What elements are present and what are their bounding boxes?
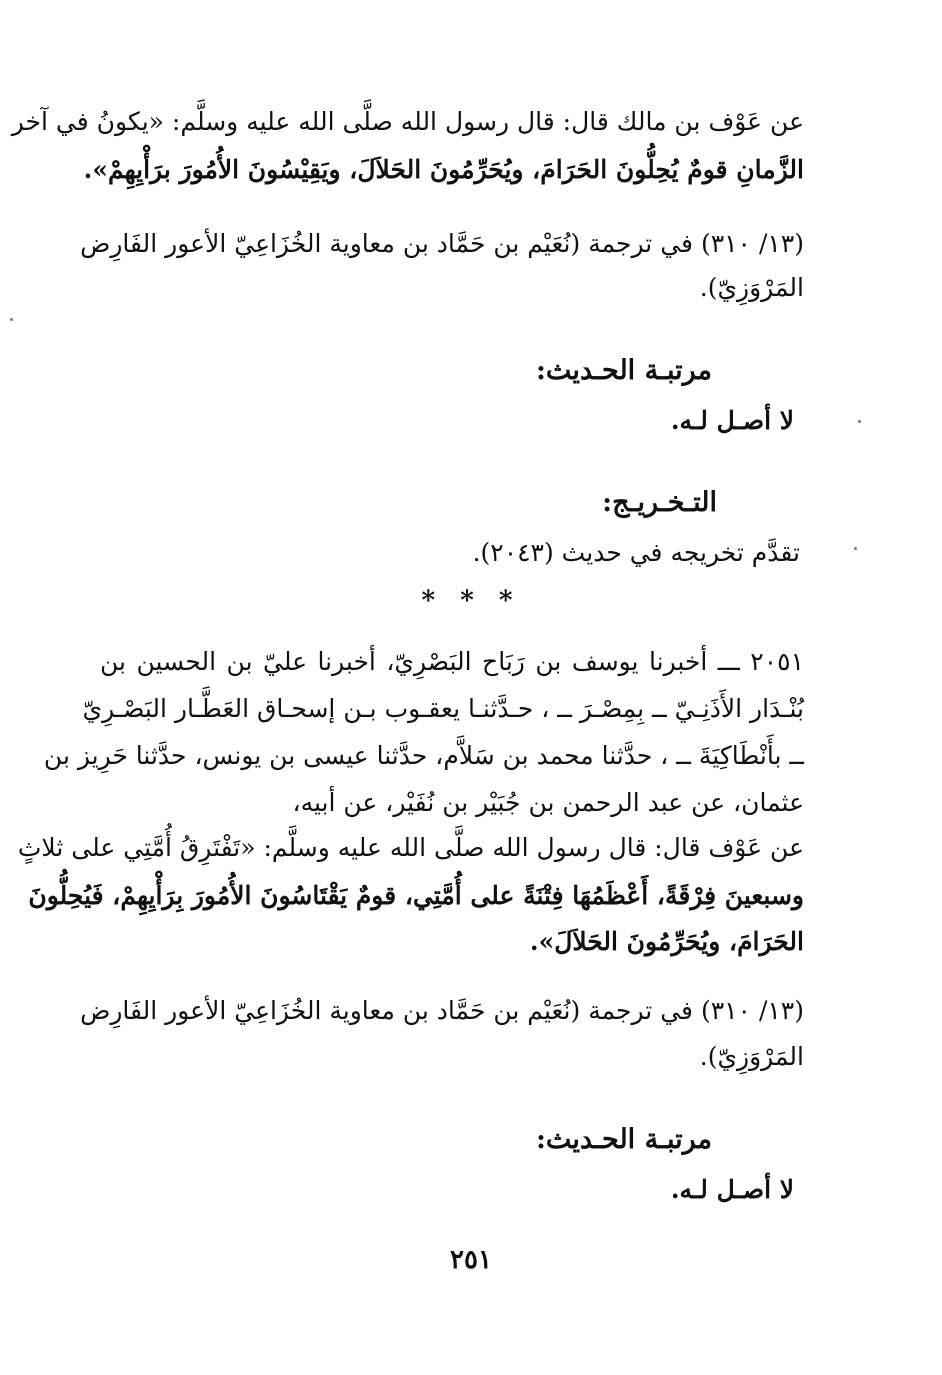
scan-speck [854,547,857,550]
takhrij-text: تقدَّم تخريجه في حديث (٢٠٤٣). [472,538,800,567]
page-number: ٢٥١ [450,1245,492,1275]
hadith-matn-line: عن عَوْف قال: قال رسول الله صلَّى الله عليه وسلَّم: «تَفْتَرِقُ أُمَّتِي على ثلاثٍ [17,833,804,862]
hadith-matn-line: وسبعينَ فِرْقَةً، أَعْظَمُهَا فِتْنَةً على أُمَّتِي، قومٌ يَقْتَاسُونَ الأُمُورَ بِرَأْيِهِمْ، فَيُحِلُّونَ [28,881,804,910]
scan-speck [10,318,13,321]
hadith-isnad-line: ــ بأَنْطَاكِيَةَ ــ ، حدَّثنا محمد بن سَلاَّم، حدَّثنا عيسى بن يونس، حدَّثنا حَرِيز بن [43,741,804,770]
scan-speck [858,420,861,423]
hadith-isnad-line: عثمان، عن عبد الرحمن بن جُبَيْر بن نُفَيْر، عن أبيه، [292,788,804,817]
source-reference-line: المَرْوَزِيّ). [699,1042,804,1071]
hadith-rank-text: لا أصـل لـه. [670,406,794,435]
hadith-rank-text: لا أصـل لـه. [670,1175,794,1204]
source-reference-line: (١٣/ ٣١٠) في ترجمة (نُعَيْم بن حَمَّاد بن معاوية الخُزَاعِيّ الأعور الفَارِض [80,229,804,258]
hadith-isnad-line: بُنْـدَار الأَذَنِـيّ ــ بِمِصْـرَ ــ ، حـدَّثنـا يعقـوب بـن إسحـاق العَطَّـار البَصْـرِيّ [82,694,804,723]
hadith-text-line: عن عَوْف بن مالك قال: قال رسول الله صلَّى الله عليه وسلَّم: «يكونُ في آخر [11,107,804,136]
hadith-matn-line: الحَرَامَ، ويُحَرِّمُونَ الحَلاَلَ». [529,927,804,956]
source-reference-line: المَرْوَزِيّ). [699,273,804,302]
hadith-text-line: الزَّمانِ قومٌ يُحِلُّونَ الحَرَامَ، ويُحَرِّمُونَ الحَلاَلَ، ويَقِيْسُونَ الأُمُورَ برَأْيِهِمْ». [83,155,804,184]
source-reference-line: (١٣/ ٣١٠) في ترجمة (نُعَيْم بن حَمَّاد بن معاوية الخُزَاعِيّ الأعور الفَارِض [80,996,804,1025]
hadith-isnad-line: ٢٠٥١ ـــ أخبرنا يوسف بن رَبَاح البَصْرِيّ، أخبرنا عليّ بن الحسين بن [100,647,804,676]
hadith-rank-heading: مرتبـة الحـديث: [535,1124,712,1155]
section-separator: * * * [421,586,521,616]
takhrij-heading: التـخـريـج: [602,487,717,518]
hadith-rank-heading: مرتبـة الحـديث: [535,355,712,386]
